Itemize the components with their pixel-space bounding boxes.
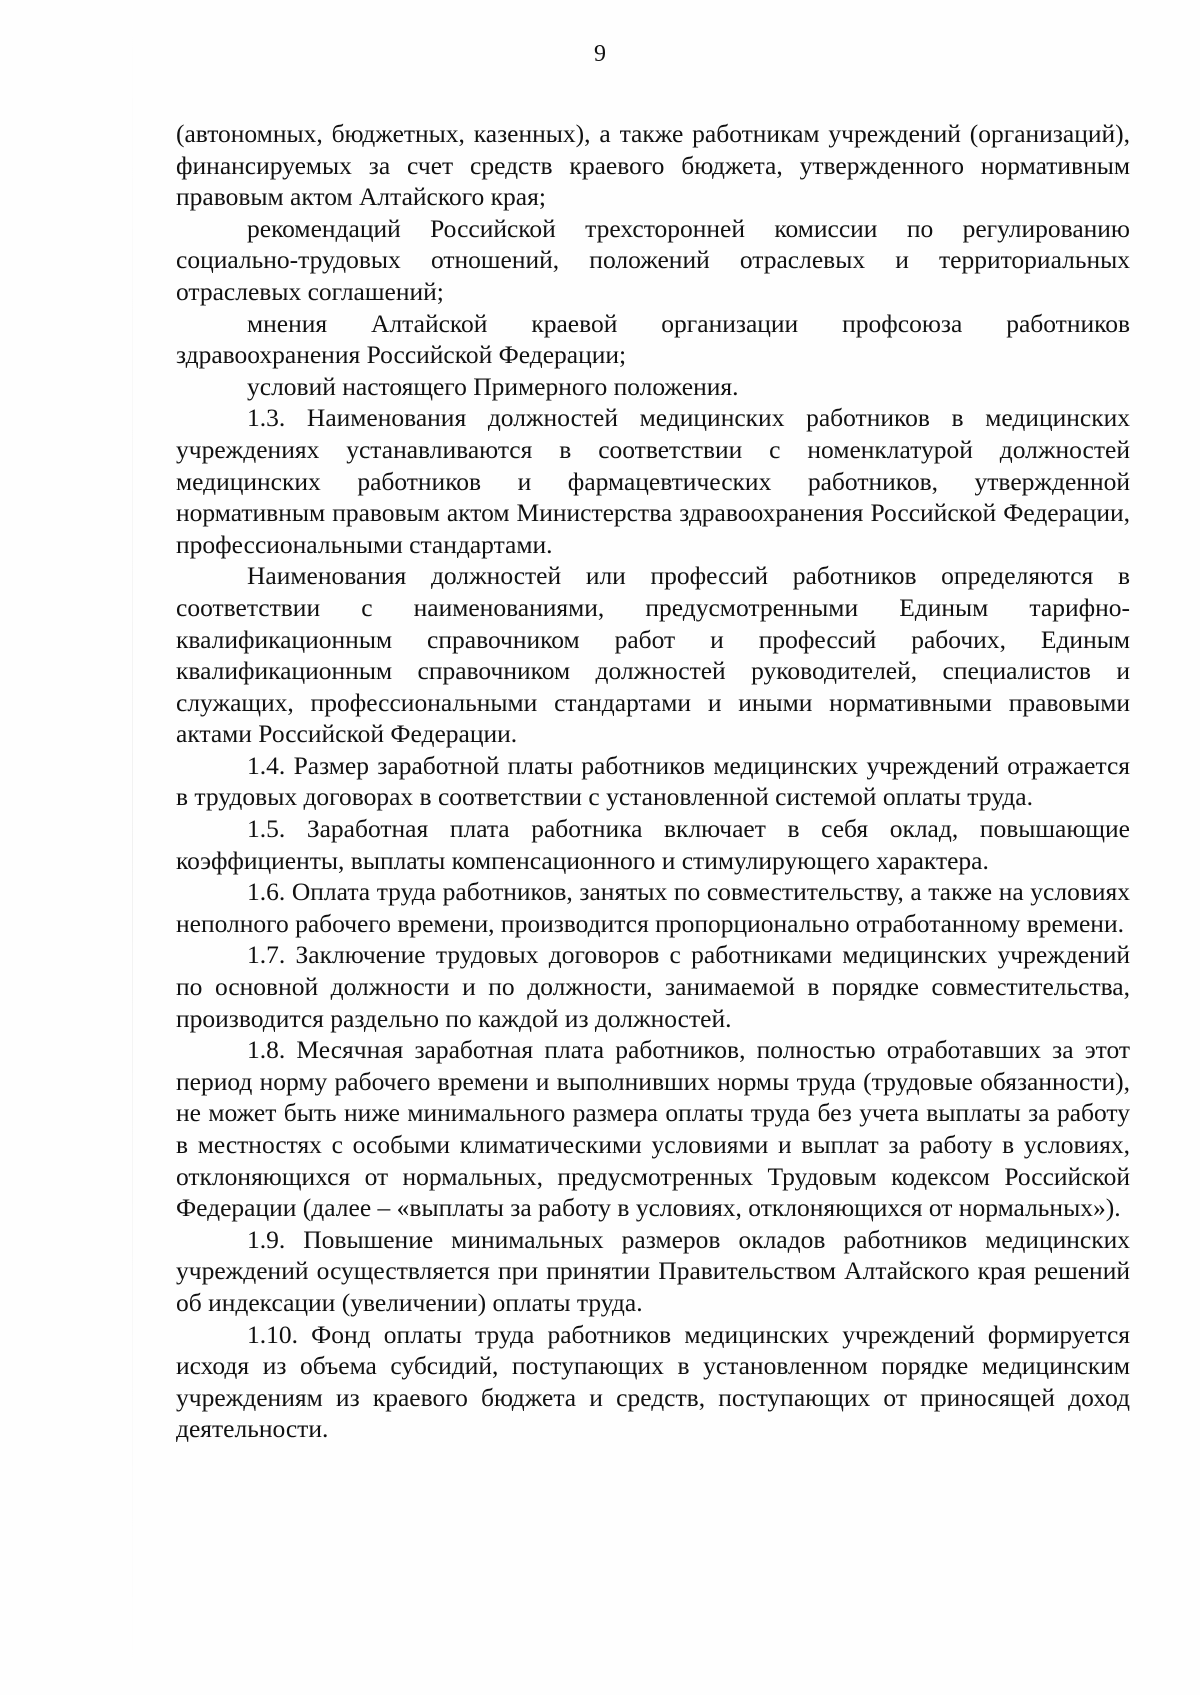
page-number: 9	[594, 41, 606, 67]
paragraph-2: рекомендаций Российской трехсторонней комиссии по регулированию социально-трудовых отношений, положений отраслевых и территориальных отраслевых соглашений;	[176, 213, 1130, 306]
paragraph-1: (автономных, бюджетных, казенных), а также работникам учреждений (организаций), финансируемых за счет средств краевого бюджета, утвержденного нормативным правовым актом Алтайского края;	[176, 119, 1130, 212]
document-body	[176, 118, 1130, 1445]
paragraph-5: 1.3. Наименования должностей медицинских работников в медицинских учреждениях устанавливаются в соответствии с номенклатурой должностей медицинских работников и фармацевтических работников, утвержденной нормативным правовым актом Министерства здравоохранения Российской Федерации, профессиональными стандартами.	[176, 403, 1130, 559]
paragraph-3: мнения Алтайской краевой организации профсоюза работников здравоохранения Российской Федерации;	[176, 308, 1130, 370]
paragraph-7: 1.4. Размер заработной платы работников медицинских учреждений отражается в трудовых договорах в соответствии с установленной системой оплаты труда.	[176, 750, 1130, 812]
paragraph-9: 1.6. Оплата труда работников, занятых по совместительству, а также на условиях неполного рабочего времени, производится пропорционально отработанному времени.	[176, 877, 1130, 938]
scan-edge-mark	[132, 0, 133, 1695]
paragraph-12: 1.9. Повышение минимальных размеров окладов работников медицинских учреждений осуществляется при принятии Правительством Алтайского края решений об индексации (увеличении) оплаты труда.	[176, 1224, 1130, 1317]
paragraph-13: 1.10. Фонд оплаты труда работников медицинских учреждений формируется исходя из объема субсидий, поступающих в установленном порядке медицинским учреждениям из краевого бюджета и средств, поступающих от приносящей доход деятельности.	[176, 1319, 1130, 1444]
paragraph-11: 1.8. Месячная заработная плата работников, полностью отработавших за этот период норму рабочего времени и выполнивших нормы труда (трудовые обязанности), не может быть ниже минимального размера оплаты труда без учета выплаты за работу в местностях с особыми климатическими условиями и выплат за работу в условиях, отклоняющихся от нормальных, предусмотренных Трудовым кодексом Российской Федерации (далее – «выплаты за работу в условиях, отклоняющихся от нормальных»).	[176, 1035, 1130, 1223]
paragraph-4: условий настоящего Примерного положения.	[247, 371, 739, 401]
paragraph-8: 1.5. Заработная плата работника включает в себя оклад, повышающие коэффициенты, выплаты компенсационного и стимулирующего характера.	[176, 814, 1130, 875]
paragraph-10: 1.7. Заключение трудовых договоров с работниками медицинских учреждений по основной должности и по должности, занимаемой в порядке совместительства, производится раздельно по каждой из должностей.	[176, 940, 1130, 1033]
paragraph-6: Наименования должностей или профессий работников определяются в соответствии с наименованиями, предусмотренными Единым тарифно-квалификационным справочником работ и профессий рабочих, Единым квалификационным справочником должностей руководителей, специалистов и служащих, профессиональными стандартами и иными нормативными правовыми актами Российской Федерации.	[176, 561, 1130, 749]
